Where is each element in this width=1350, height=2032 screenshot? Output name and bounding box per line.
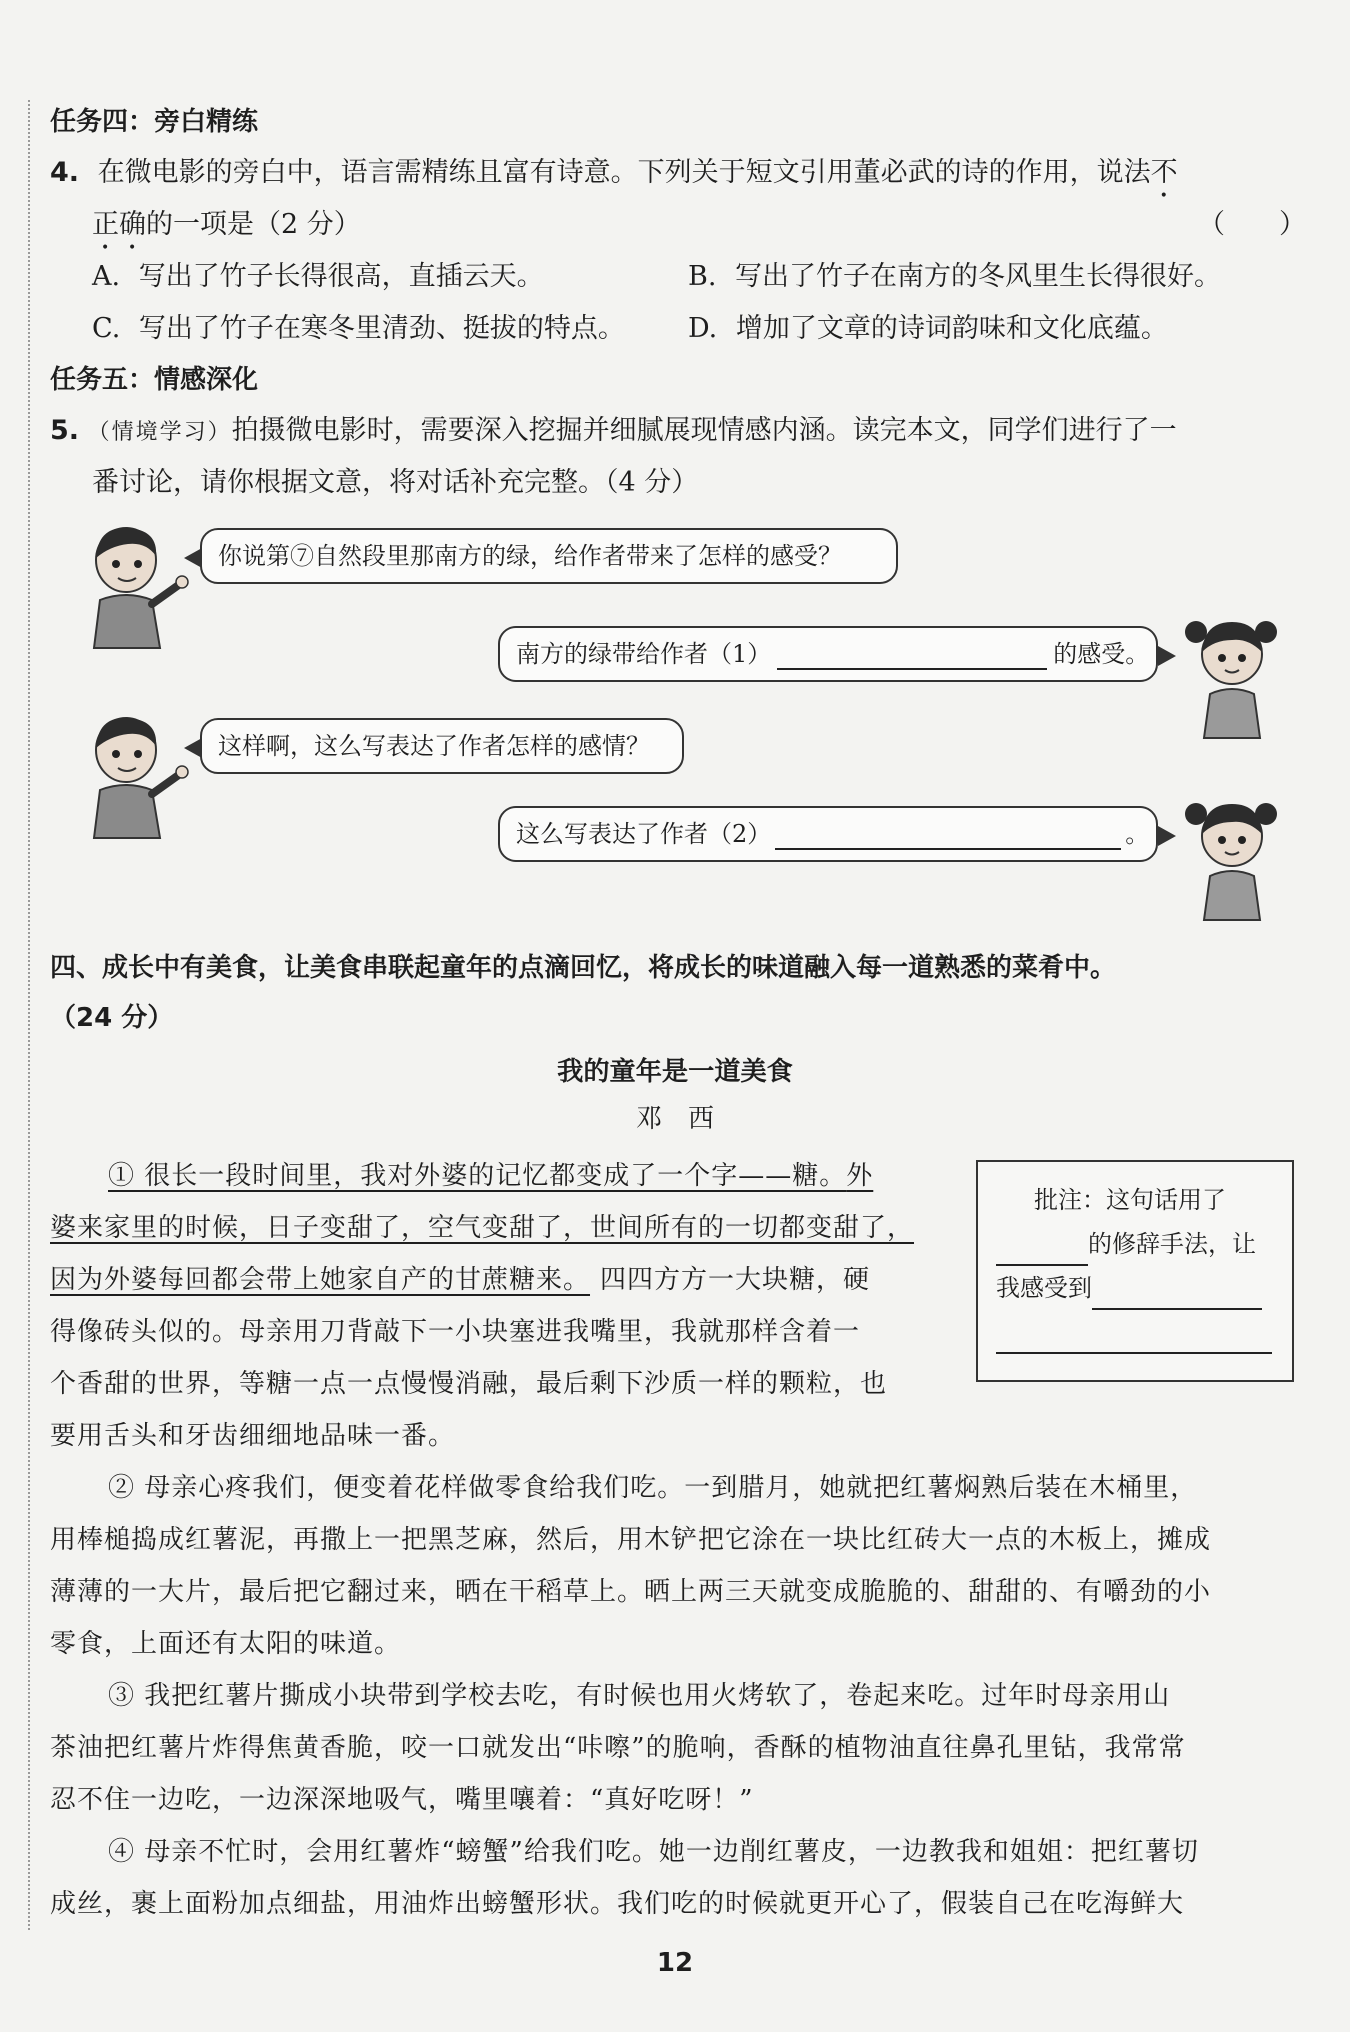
option-b[interactable] xyxy=(688,258,1221,296)
option-a-key: A. xyxy=(92,261,121,292)
p3-line3: 忍不住一边吃，一边深深地吸气，嘴里嚷着：“真好吃呀！” xyxy=(50,1785,754,1815)
annotation-box xyxy=(976,1160,1294,1382)
task4-heading: 任务四：旁白精练 xyxy=(50,107,259,137)
option-b-key: B. xyxy=(688,261,717,292)
option-d-key: D. xyxy=(688,313,718,344)
bubble-4-prefix: 这么写表达了作者（2） xyxy=(516,820,772,848)
p1-line1 xyxy=(108,1150,873,1202)
p2-line4: 零食，上面还有太阳的味道。 xyxy=(50,1629,402,1659)
bubble-2-suffix: 的感受。 xyxy=(1053,640,1150,668)
annotation-blank-3[interactable] xyxy=(996,1326,1272,1354)
option-b-text: 写出了竹子在南方的冬风里生长得很好。 xyxy=(735,261,1222,292)
annotation-blank-2[interactable] xyxy=(1092,1282,1262,1310)
p1-line3-rest: 四四方方一大块糖，硬 xyxy=(600,1265,871,1295)
article-title: 我的童年是一道美食 xyxy=(557,1057,793,1087)
annotation-line1: 批注：这句话用了 xyxy=(1034,1186,1226,1214)
question-4-line1 xyxy=(50,154,1178,204)
bubble-girl-answer-1 xyxy=(498,626,1158,682)
question-4-stem: 在微电影的旁白中，语言需精练且富有诗意。下列关于短文引用董必武的诗的作用，说法 xyxy=(97,157,1151,188)
question-5-line2: 番讨论，请你根据文意，将对话补充完整。（4 分） xyxy=(92,467,699,498)
bubble-2-prefix: 南方的绿带给作者（1） xyxy=(516,640,772,668)
p1-line6: 要用舌头和牙齿细细地品味一番。 xyxy=(50,1421,456,1451)
bubble-4-tail xyxy=(1158,826,1176,846)
annotation-line2-text: 的修辞手法，让 xyxy=(1088,1230,1256,1258)
article-author: 邓 西 xyxy=(635,1104,714,1134)
answer-paren[interactable]: （ ） xyxy=(1198,209,1306,240)
option-c-text: 写出了竹子在寒冬里清劲、挺拔的特点。 xyxy=(138,313,625,344)
p1-line5: 个香甜的世界，等糖一点一点慢慢消融，最后剩下沙质一样的颗粒，也 xyxy=(50,1369,888,1399)
bubble-1-tail xyxy=(184,548,202,568)
option-a-text: 写出了竹子长得很高，直插云天。 xyxy=(138,261,544,292)
bubble-2-tail xyxy=(1158,646,1176,666)
p1-line4: 得像砖头似的。母亲用刀背敲下一小块塞进我嘴里，我就那样含着一 xyxy=(50,1317,861,1347)
question-4-stem-rest: 的一项是（2 分） xyxy=(146,209,361,240)
option-c[interactable] xyxy=(92,310,625,348)
option-a[interactable] xyxy=(92,258,544,296)
girl-illustration-2 xyxy=(1182,792,1282,922)
option-d[interactable] xyxy=(688,310,1168,348)
annotation-line3 xyxy=(996,1266,1274,1310)
question-4-emph-not: 不 xyxy=(1150,157,1178,188)
task5-heading: 任务五：情感深化 xyxy=(50,365,259,395)
boy-illustration xyxy=(80,520,190,650)
boy-illustration-2 xyxy=(80,710,190,840)
girl-illustration xyxy=(1182,610,1282,740)
annotation-blank-1[interactable] xyxy=(996,1238,1088,1266)
page-number: 12 xyxy=(656,1948,694,1978)
question-4-emph-correct: 正确 xyxy=(92,209,146,240)
question-4-number: 4. xyxy=(50,157,80,188)
section4-score: （24 分） xyxy=(50,1003,174,1033)
question-5-number: 5. xyxy=(50,415,80,446)
bubble-4-suffix: 。 xyxy=(1125,820,1150,848)
option-c-key: C. xyxy=(92,313,121,344)
question-5-line1 xyxy=(50,412,1177,452)
question-4-line2 xyxy=(92,206,361,256)
p1-line2: 婆来家里的时候，日子变甜了，空气变甜了，世间所有的一切都变甜了， xyxy=(50,1213,915,1243)
p3-line1: ③ 我把红薯片撕成小块带到学校去吃，有时候也用火烤软了，卷起来吃。过年时母亲用山 xyxy=(108,1681,1171,1711)
p3-line2: 茶油把红薯片炸得焦黄香脆，咬一口就发出“咔嚓”的脆响，香酥的植物油直往鼻孔里钻，我常常 xyxy=(50,1733,1186,1763)
question-5-stem: 拍摄微电影时，需要深入挖掘并细腻展现情感内涵。读完本文，同学们进行了一 xyxy=(231,415,1177,446)
question-5-tag: （情境学习） xyxy=(87,420,232,445)
margin-dotted-line xyxy=(28,100,30,1930)
p1-line1-b: 外 xyxy=(846,1161,874,1191)
answer-blank-1[interactable] xyxy=(777,642,1047,670)
bubble-3-tail xyxy=(184,738,202,758)
p2-line3: 薄薄的一大片，最后把它翻过来，晒在干稻草上。晒上两三天就变成脆脆的、甜甜的、有嚼劲的小 xyxy=(50,1577,1212,1607)
annotation-line3-text: 我感受到 xyxy=(996,1274,1092,1302)
bubble-boy-question-2: 这样啊，这么写表达了作者怎样的感情？ xyxy=(200,718,684,774)
answer-blank-2[interactable] xyxy=(775,822,1121,850)
p1-line3-underlined: 因为外婆每回都会带上她家自产的甘蔗糖来。 xyxy=(50,1265,591,1295)
section4-heading: 四、成长中有美食，让美食串联起童年的点滴回忆，将成长的味道融入每一道熟悉的菜肴中。 xyxy=(50,953,1117,983)
p4-line1: ④ 母亲不忙时，会用红薯炸“螃蟹”给我们吃。她一边削红薯皮，一边教我和姐姐：把红薯切 xyxy=(108,1837,1199,1867)
p1-line3 xyxy=(50,1254,870,1306)
p1-line1-a: ① 很长一段时间里，我对外婆的记忆都变成了一个字——糖。 xyxy=(108,1161,847,1191)
bubble-girl-answer-2 xyxy=(498,806,1158,862)
annotation-line4 xyxy=(996,1310,1274,1354)
p4-line2: 成丝，裹上面粉加点细盐，用油炸出螃蟹形状。我们吃的时候就更开心了，假装自己在吃海鲜大 xyxy=(50,1889,1185,1919)
option-d-text: 增加了文章的诗词韵味和文化底蕴。 xyxy=(735,313,1168,344)
p2-line1: ② 母亲心疼我们，便变着花样做零食给我们吃。一到腊月，她就把红薯焖熟后装在木桶里， xyxy=(108,1473,1198,1503)
p2-line2: 用棒槌捣成红薯泥，再撒上一把黑芝麻，然后，用木铲把它涂在一块比红砖大一点的木板上，摊成 xyxy=(50,1525,1212,1555)
bubble-boy-question-1: 你说第⑦自然段里那南方的绿，给作者带来了怎样的感受？ xyxy=(200,528,898,584)
annotation-line2 xyxy=(996,1222,1274,1266)
